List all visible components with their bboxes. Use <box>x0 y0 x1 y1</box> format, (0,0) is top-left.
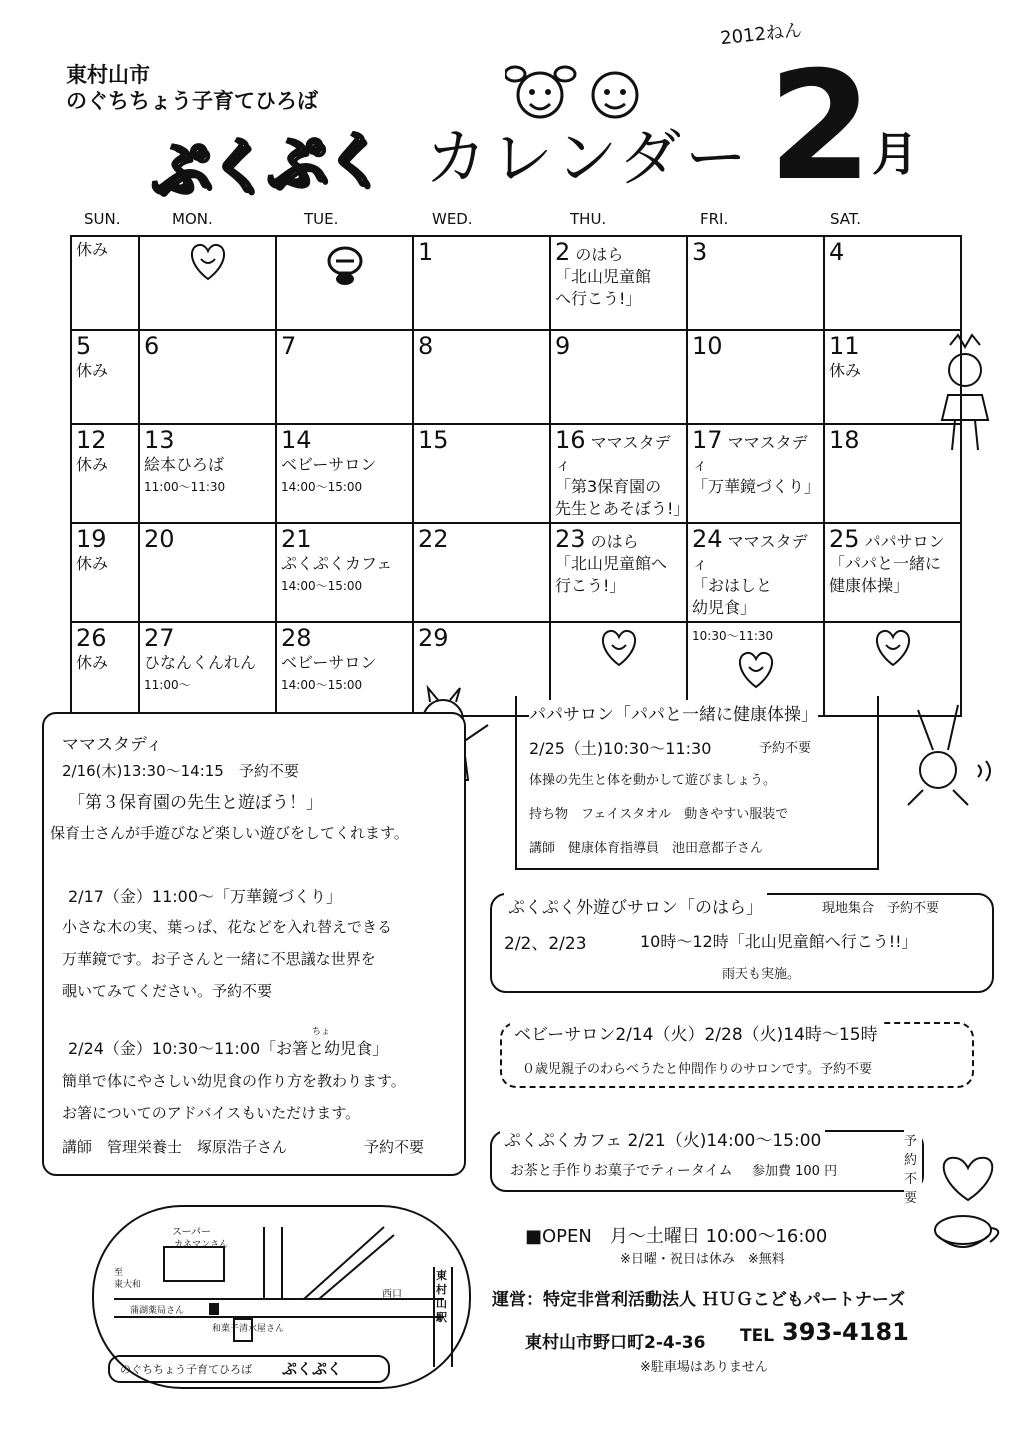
map-station: 東村山駅 <box>436 1269 447 1324</box>
baby-salon-box <box>500 1022 974 1088</box>
mama-study-e1-time: 2/16(木)13:30～14:15 予約不要 <box>62 762 299 780</box>
dow-sat: SAT. <box>830 210 862 228</box>
day-event-name: ママスタディ <box>555 433 671 474</box>
day-number: 1 <box>418 238 434 266</box>
year-note: 2012ねん <box>719 19 803 50</box>
day-event-name: パパサロン <box>864 532 945 551</box>
calendar-week <box>71 330 961 424</box>
dow-fri: FRI. <box>700 210 729 228</box>
nohara-time: 10時～12時「北山児童館へ行こう!!」 <box>640 932 918 951</box>
day-number: 5 <box>76 332 92 360</box>
day-note: ぷくぷくカフェ <box>281 554 393 573</box>
dow-mon: MON. <box>172 210 213 228</box>
map-toward1: 至 <box>114 1268 124 1278</box>
day-number: 22 <box>418 525 449 553</box>
day-note: 休み <box>76 361 109 380</box>
day-event-name: のはら <box>590 532 639 551</box>
calendar-day-cell <box>139 622 276 716</box>
cell-top-time: 10:30～11:30 <box>692 629 774 643</box>
calendar-day-cell <box>71 523 139 622</box>
info-closed: ※日曜・祝日は休み ※無料 <box>620 1252 785 1267</box>
day-number: 23 <box>555 525 586 553</box>
day-number: 11 <box>829 332 860 360</box>
day-number: 28 <box>281 624 312 652</box>
day-note: 幼児食」 <box>692 598 757 617</box>
nohara-box <box>490 893 994 993</box>
papa-salon-box <box>515 696 879 870</box>
day-number: 7 <box>281 332 297 360</box>
calendar-day-cell <box>824 523 961 622</box>
day-number: 21 <box>281 525 312 553</box>
mama-study-e3-desc1: 簡単で体にやさしい幼児食の作り方を教わります。 <box>62 1072 406 1090</box>
mama-study-e2-desc2: 万華鏡です。お子さんと一緒に不思議な世界を <box>62 950 376 968</box>
calendar-day-cell <box>550 424 690 523</box>
day-number: 4 <box>829 238 845 266</box>
baby-salon-title: ベビーサロン2/14（火）2/28（火)14時～15時 <box>510 1020 882 1045</box>
calendar-day-cell <box>139 330 276 424</box>
heart-coffee-icon <box>928 1150 1008 1260</box>
cafe-fee: 参加費 100 円 <box>752 1164 838 1179</box>
girl-doodle-icon <box>930 325 1000 465</box>
logo-pukupuku: ぷくぷく <box>148 124 384 208</box>
calendar-title: カレンダー <box>425 121 751 194</box>
day-number: 18 <box>829 426 860 454</box>
day-note: 休み <box>76 554 109 573</box>
day-number: 3 <box>692 238 708 266</box>
calendar-week <box>71 236 961 330</box>
mama-study-e2-time: 2/17（金）11:00～「万華鏡づくり」 <box>68 887 343 906</box>
calendar-day-cell <box>139 424 276 523</box>
day-note: 休み <box>829 361 862 380</box>
map-super: スーパー <box>172 1227 211 1238</box>
day-number: 8 <box>418 332 434 360</box>
day-number: 6 <box>144 332 160 360</box>
calendar-day-cell <box>413 424 550 523</box>
calendar-day-cell <box>687 330 824 424</box>
day-number: 27 <box>144 624 175 652</box>
day-number: 24 <box>692 525 723 553</box>
calendar-day-cell <box>71 330 139 424</box>
calendar-day-cell <box>413 236 550 330</box>
calendar-day-cell <box>550 236 687 330</box>
day-note: 先生とあそぼう!」 <box>555 499 690 518</box>
mama-study-e2-desc3: 覗いてみてください。予約不要 <box>62 982 273 1000</box>
day-note: 「北山児童館 <box>555 267 652 286</box>
day-number: 19 <box>76 525 107 553</box>
mama-study-e1-desc: 保育士さんが手遊びなど楽しい遊びをしてくれます。 <box>50 824 409 842</box>
cafe-desc: お茶と手作りお菓子でティータイム <box>510 1163 733 1179</box>
day-event-name: ママスタディ <box>692 532 808 573</box>
heart-icon <box>733 647 779 693</box>
day-number: 26 <box>76 624 107 652</box>
calendar-day-cell <box>276 424 413 523</box>
day-note: 「パパと一緒に <box>829 554 942 573</box>
bean-mask-icon <box>322 239 368 289</box>
papa-salon-title: パパサロン「パパと一緒に健康体操」 <box>529 700 818 725</box>
dow-tue: TUE. <box>304 210 339 228</box>
map-place-label <box>108 1355 390 1383</box>
mama-study-e3-ruby: ちょ <box>312 1027 331 1037</box>
map-toward2: 東大和 <box>114 1280 142 1290</box>
calendar-day-cell <box>276 523 413 622</box>
day-note: 休み <box>76 653 109 672</box>
papa-salon-note: 予約不要 <box>759 741 812 756</box>
day-note: 休み <box>76 240 109 259</box>
calendar-day-cell <box>550 330 687 424</box>
info-address: 東村山市野口町2-4-36 <box>525 1333 706 1353</box>
day-number: 15 <box>418 426 449 454</box>
day-number: 17 <box>692 426 723 454</box>
calendar-day-cell <box>139 523 276 622</box>
calendar-day-cell <box>413 330 550 424</box>
day-number: 16 <box>555 426 586 454</box>
day-note: 「北山児童館へ <box>555 554 668 573</box>
day-number: 14 <box>281 426 312 454</box>
baby-salon-desc: ０歳児親子のわらべうたと仲間作りのサロンです。予約不要 <box>522 1062 872 1077</box>
day-number: 29 <box>418 624 449 652</box>
papa-salon-bring: 持ち物 フェイスタオル 動きやすい服装で <box>529 807 789 822</box>
calendar-day-cell <box>413 523 550 622</box>
info-tel: 393-4181 <box>782 1318 909 1346</box>
map-pharmacy: 蒲湖薬局さん <box>130 1306 185 1316</box>
papa-salon-time: 2/25（土)10:30～11:30 <box>529 739 712 758</box>
nohara-dates: 2/2、2/23 <box>504 934 587 954</box>
day-note: ベビーサロン <box>281 653 377 672</box>
heart-icon <box>870 625 916 671</box>
day-event-name: のはら <box>575 245 624 264</box>
calendar-grid <box>70 235 962 717</box>
city-name: 東村山市 <box>66 63 150 87</box>
info-operator: 運営：特定非営利活動法人 ＨＵＧこどもパートナーズ <box>492 1290 906 1310</box>
mama-study-title: ママスタディ <box>62 735 163 755</box>
heart-icon <box>185 239 231 285</box>
calendar-day-cell <box>276 236 413 330</box>
mama-study-box <box>42 712 466 1176</box>
day-number: 2 <box>555 238 571 266</box>
mama-study-e2-desc1: 小さな木の実、葉っぱ、花などを入れ替えできる <box>62 918 393 936</box>
day-number: 25 <box>829 525 860 553</box>
cafe-box <box>490 1130 924 1206</box>
day-event-name: ママスタディ <box>692 433 808 474</box>
calendar-day-cell <box>276 330 413 424</box>
calendar-week <box>71 523 961 622</box>
heart-icon <box>596 625 642 671</box>
tumbling-kid-doodle-icon <box>888 695 998 815</box>
day-note: ベビーサロン <box>281 455 377 474</box>
day-note: 「第3保育園の <box>555 477 662 496</box>
org-name: のぐちちょう子育てひろば <box>66 89 318 113</box>
day-number: 13 <box>144 426 175 454</box>
cafe-title: ぷくぷくカフェ 2/21（火)14:00～15:00 <box>500 1126 825 1151</box>
calendar-day-cell <box>550 523 687 622</box>
calendar-day-cell <box>824 236 961 330</box>
info-tel-label: TEL <box>740 1326 775 1346</box>
day-number: 10 <box>692 332 723 360</box>
day-note: ひなんくんれん <box>144 653 257 672</box>
calendar-day-cell <box>687 424 824 523</box>
calendar-day-cell <box>139 236 276 330</box>
month-number: 2 <box>768 40 873 214</box>
day-note: 休み <box>76 455 109 474</box>
calendar-day-cell <box>71 236 139 330</box>
day-time: 11:00～ <box>144 678 191 692</box>
day-note: 「おはしと <box>692 576 773 595</box>
calendar-week <box>71 424 961 523</box>
map-super2: カネマンさん <box>174 1240 229 1250</box>
nohara-title: ぷくぷく外遊びサロン「のはら」 <box>504 893 767 918</box>
calendar-day-cell <box>687 523 824 622</box>
calendar-day-cell <box>71 622 139 716</box>
map-wagashi: 和菓子清水屋さん <box>212 1324 285 1334</box>
info-parking: ※駐車場はありません <box>640 1360 768 1375</box>
map-place-logo: ぷくぷく <box>282 1360 343 1378</box>
papa-salon-teacher: 講師 健康体育指導員 池田意都子さん <box>529 841 764 856</box>
mama-study-e3-desc2: お箸についてのアドバイスもいただけます。 <box>62 1104 361 1122</box>
calendar-day-cell <box>71 424 139 523</box>
calendar-day-cell <box>687 236 824 330</box>
org-block <box>66 62 318 114</box>
month-kanji: 月 <box>872 127 918 181</box>
papa-salon-desc: 体操の先生と体を動かして遊びましょう。 <box>529 773 777 788</box>
dow-sun: SUN. <box>84 210 121 228</box>
dow-wed: WED. <box>432 210 473 228</box>
mama-study-e3-teacher: 講師 管理栄養士 塚原浩子さん <box>62 1138 288 1156</box>
day-note: 「万華鏡づくり」 <box>692 477 821 496</box>
day-time: 14:00～15:00 <box>281 678 363 692</box>
day-time: 11:00～11:30 <box>144 480 226 494</box>
info-open: ■OPEN 月～土曜日 10:00～16:00 <box>525 1226 828 1247</box>
nohara-rain: 雨天も実施。 <box>722 967 801 982</box>
dow-thu: THU. <box>570 210 607 228</box>
day-number: 9 <box>555 332 571 360</box>
day-number: 12 <box>76 426 107 454</box>
mama-study-e3-note: 予約不要 <box>364 1138 425 1156</box>
day-note: 絵本ひろば <box>144 455 225 474</box>
day-note: 行こう!」 <box>555 576 626 595</box>
day-note: へ行こう!」 <box>555 289 642 308</box>
cafe-note: 予約不要 <box>904 1130 922 1206</box>
day-number: 20 <box>144 525 175 553</box>
mama-study-e1-title: 「第３保育園の先生と遊ぼう！」 <box>68 793 323 813</box>
map-box <box>92 1205 471 1389</box>
day-time: 14:00～15:00 <box>281 480 363 494</box>
day-time: 14:00～15:00 <box>281 579 363 593</box>
day-note: 健康体操」 <box>829 576 910 595</box>
map-west-exit: 西口 <box>382 1289 402 1300</box>
mama-study-e3-time: 2/24（金）10:30～11:00「お箸と幼児食」 <box>68 1039 389 1058</box>
nohara-note: 現地集合 予約不要 <box>822 897 939 916</box>
map-place: のぐちちょう子育てひろば <box>120 1363 252 1376</box>
kids-faces-icon <box>505 62 655 122</box>
